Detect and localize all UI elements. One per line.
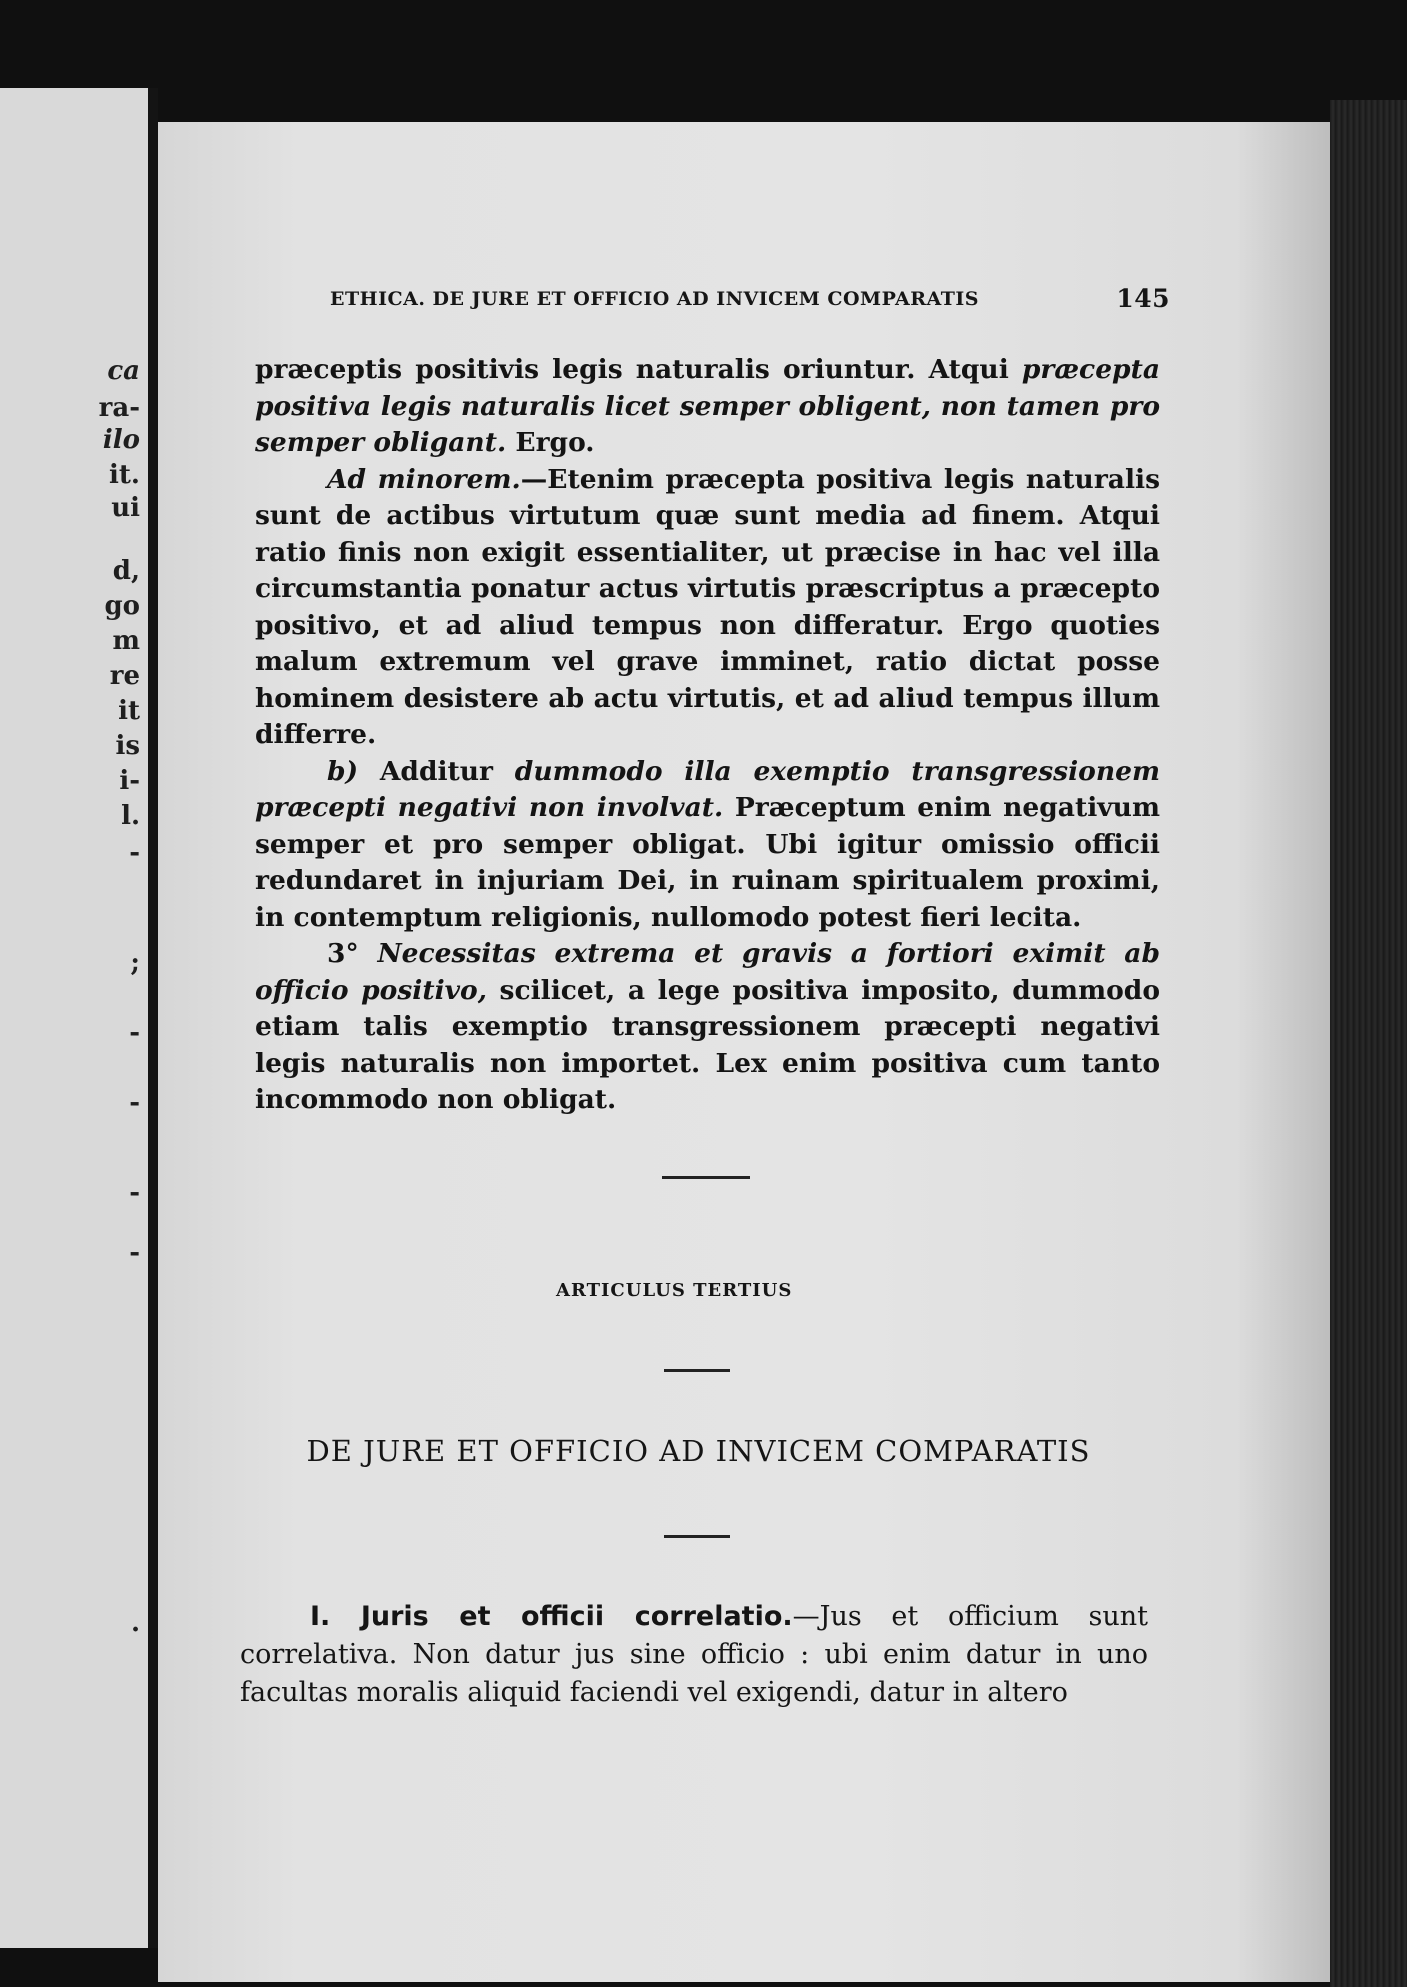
text-run: 3°: [327, 938, 378, 969]
paragraph: [255, 462, 1160, 754]
left-page-fragment: l.: [121, 801, 140, 831]
section-rule: [662, 1176, 750, 1179]
section-rule: [664, 1535, 730, 1538]
left-page-fragment: -: [129, 1018, 140, 1048]
italic-run: Necessitas extrema et gravis a fortiori eximit ab officio positivo,: [255, 938, 1160, 1006]
left-page-fragment: it: [118, 696, 140, 726]
italic-run: Ad minorem.: [327, 463, 521, 495]
text-run: —Jus et officium sunt correlativa. Non datur jus sine officio : ubi enim datur in uno facultas moralis aliquid faciendi vel exigendi, datur in altero: [240, 1601, 1148, 1708]
left-page-fragment: i-: [119, 766, 140, 796]
paragraph: [255, 754, 1160, 937]
section-lead: I. Juris et officii correlatio.: [310, 1601, 793, 1632]
section-rule: [664, 1369, 730, 1372]
left-page-fragment: go: [104, 591, 140, 621]
page-stack-edge: [1330, 100, 1407, 1987]
italic-run: dummodo illa exemptio transgressionem præcepti negativi non involvat.: [255, 755, 1160, 823]
article-label: ARTICULUS TERTIUS: [556, 1280, 793, 1301]
left-page-fragment: ;: [130, 948, 140, 978]
left-page-fragment: is: [115, 731, 140, 761]
paragraph: [255, 352, 1160, 462]
left-page-fragment: -: [129, 838, 140, 868]
text-run: Additur: [358, 755, 515, 787]
paragraph: [255, 936, 1160, 1119]
left-page-fragment: ra-: [98, 393, 140, 423]
text-run: Ergo.: [506, 427, 595, 458]
body-text: [255, 352, 1160, 1119]
left-page-fragment: ca: [107, 356, 140, 386]
running-head-title: ETHICA. DE JURE ET OFFICIO AD INVICEM COMPARATIS: [330, 288, 979, 310]
left-page-fragment: re: [109, 661, 140, 691]
left-page-fragment: it.: [109, 460, 140, 490]
section-title: DE JURE ET OFFICIO AD INVICEM COMPARATIS: [306, 1434, 1091, 1468]
text-run: scilicet, a lege positiva imposito, dummodo etiam talis exemptio transgressionem præcepti negativi legis naturalis non importet. Lex enim positiva cum tanto incommodo non obligat.: [255, 974, 1160, 1115]
left-page-fragment: .: [130, 1608, 140, 1638]
left-page-fragment: ilo: [102, 425, 140, 455]
left-page-edge: [0, 88, 158, 1948]
paragraph: [240, 1598, 1148, 1712]
italic-run: b): [327, 755, 359, 787]
text-run: Præceptum enim negativum semper et pro semper obligat. Ubi igitur omissio officii redundaret in injuriam Dei, in ruinam spiritualem proximi, in contemptum religionis, nullomodo potest fieri lecita.: [255, 792, 1160, 933]
left-page-fragment: m: [112, 626, 140, 656]
text-run: —Etenim præcepta positiva legis naturalis sunt de actibus virtutum quæ sunt media ad finem. Atqui ratio finis non exigit essentialiter, ut præcise in hac vel illa circumstantia ponatur actus virtutis præscriptus a præcepto positivo, et ad aliud tempus non differatur. Ergo quoties malum extremum vel grave imminet, ratio dictat posse hominem desistere ab actu virtutis, et ad aliud tempus illum differre.: [255, 463, 1160, 750]
text-run: præceptis positivis legis naturalis oriuntur. Atqui: [255, 354, 1022, 385]
page-number: 145: [1116, 284, 1170, 313]
running-head: [330, 284, 1170, 313]
left-page-fragment: ui: [111, 493, 140, 523]
left-page-fragment: -: [129, 1178, 140, 1208]
left-page-fragment: -: [129, 1088, 140, 1118]
left-page-fragment: d,: [112, 556, 140, 586]
section-body: [240, 1598, 1148, 1712]
italic-run: præcepta positiva legis naturalis licet semper obligent, non tamen pro semper obligant.: [255, 354, 1160, 458]
left-page-fragment: -: [129, 1238, 140, 1268]
